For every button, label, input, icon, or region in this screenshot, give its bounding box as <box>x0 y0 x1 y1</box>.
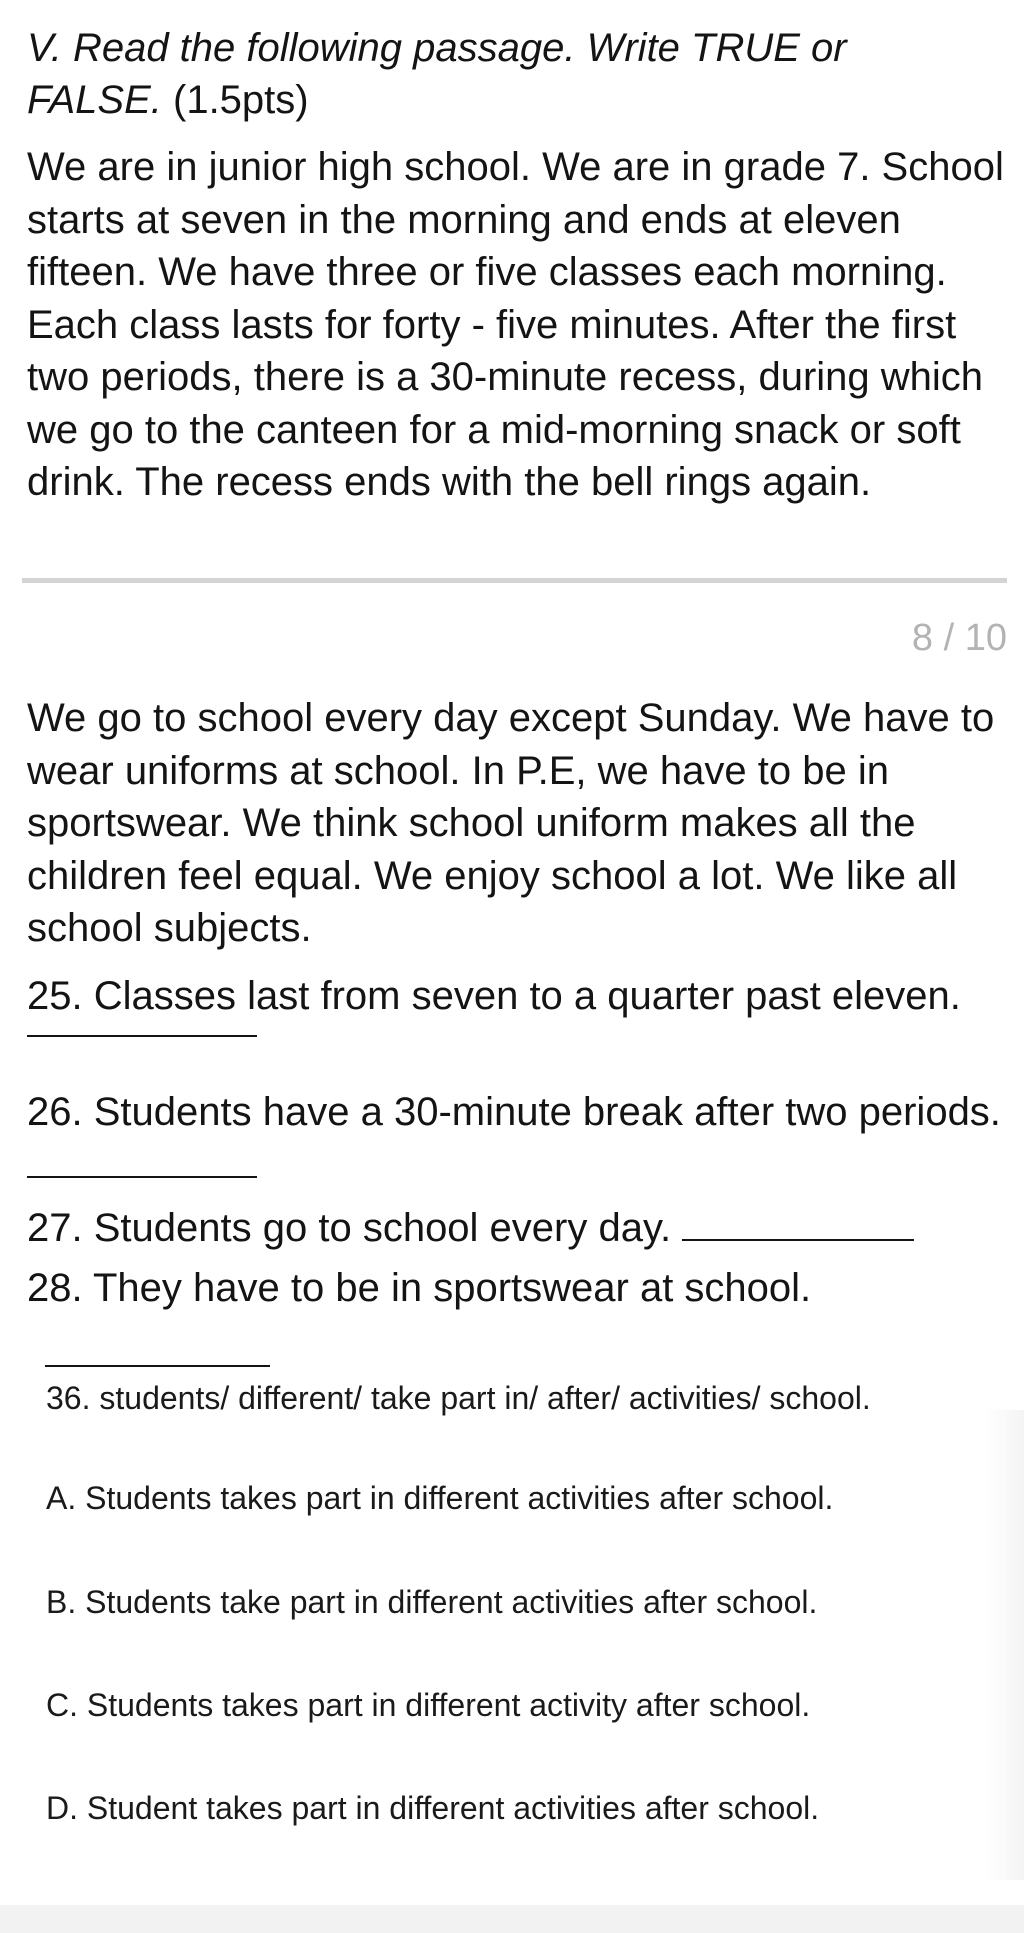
section-title-text: V. Read the following passage. Write TRUE or FALSE. <box>27 26 847 122</box>
question-text: Classes last from seven to a quarter past eleven. <box>93 974 961 1018</box>
answer-blank-27[interactable] <box>682 1203 914 1241</box>
multiple-choice-stem: 36. students/ different/ take part in/ after/ activities/ school. <box>46 1380 871 1416</box>
page-bottom-strip <box>0 1905 1024 1933</box>
question-number: 27. <box>27 1206 83 1250</box>
option-d[interactable]: D. Student takes part in different activities after school. <box>46 1790 820 1826</box>
reading-passage-part-2: We go to school every day except Sunday. We have to wear uniforms at school. In P.E, we have to be in sportswear. We think school uniform makes all the children feel equal. We enjoy school a lot. We like all school subjects. <box>27 696 995 950</box>
question-number: 28. <box>27 1266 83 1310</box>
question-26 <box>27 1086 1012 1191</box>
page-counter: 8 / 10 <box>911 617 1007 659</box>
question-number: 26. <box>27 1090 83 1134</box>
option-c[interactable]: C. Students takes part in different activity after school. <box>46 1687 811 1723</box>
page-divider <box>22 578 1007 583</box>
option-a[interactable]: A. Students takes part in different activities after school. <box>46 1480 834 1516</box>
question-text: They have to be in sportswear at school. <box>93 1266 812 1310</box>
section-points: (1.5pts) <box>173 78 309 122</box>
reading-passage-part-1: We are in junior high school. We are in grade 7. School starts at seven in the morning and ends at eleven fifteen. We have three or five classes each morning. Each class lasts for forty - five minutes. After the first two periods, there is a 30-minute recess, during which we go to the canteen for a mid-morning snack or soft drink. The recess ends with the bell rings again. <box>27 145 1004 504</box>
question-25 <box>27 970 1012 1023</box>
option-b[interactable]: B. Students take part in different activities after school. <box>46 1584 818 1620</box>
answer-blank-25[interactable] <box>27 1035 257 1037</box>
question-number: 25. <box>27 974 83 1018</box>
answer-blank-28[interactable] <box>45 1365 270 1367</box>
question-27 <box>27 1202 1012 1255</box>
question-28 <box>27 1262 1012 1315</box>
question-text: Students go to school every day. <box>93 1206 672 1250</box>
section-title <box>27 22 987 126</box>
card-edge-shade <box>984 1410 1024 1880</box>
answer-blank-26[interactable] <box>27 1140 257 1178</box>
question-text: Students have a 30-minute break after two periods. <box>93 1090 1001 1134</box>
